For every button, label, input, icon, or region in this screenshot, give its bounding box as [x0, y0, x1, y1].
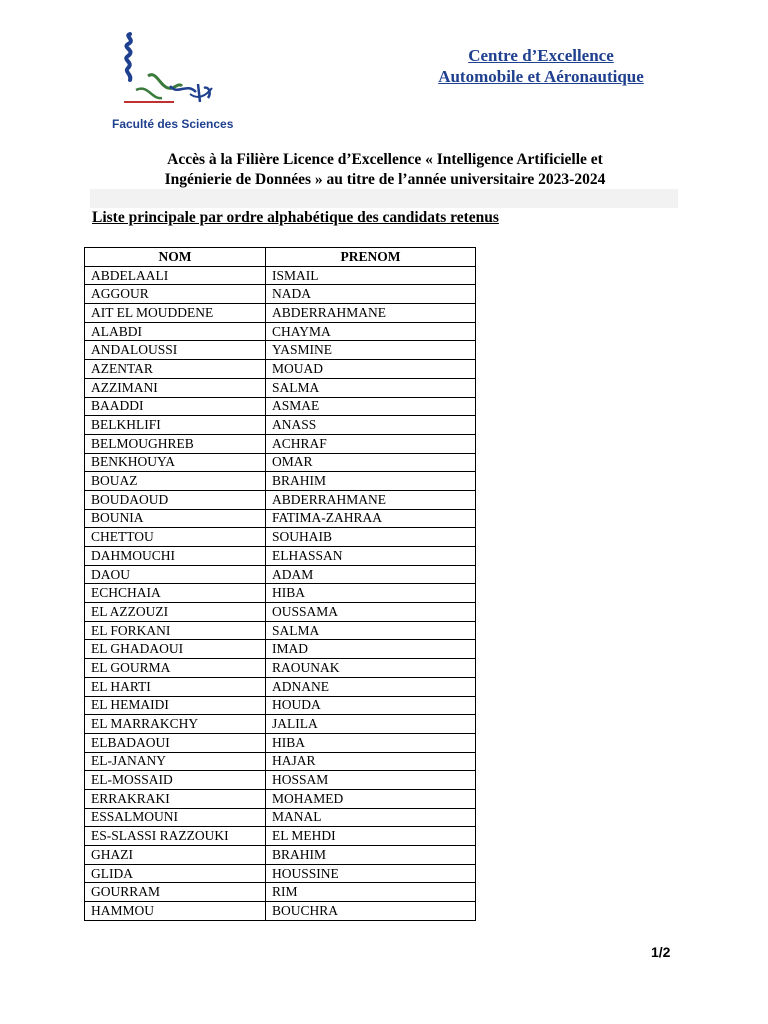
table-row	[85, 266, 476, 285]
cell-prenom: BOUCHRA	[266, 902, 476, 921]
table-body	[85, 266, 476, 920]
cell-prenom: IMAD	[266, 640, 476, 659]
cell-prenom: ADAM	[266, 565, 476, 584]
table-row	[85, 304, 476, 323]
page-number: 1/2	[651, 944, 671, 960]
cell-nom: DAOU	[85, 565, 266, 584]
cell-prenom: HOSSAM	[266, 771, 476, 790]
cell-prenom: ELHASSAN	[266, 547, 476, 566]
cell-prenom: YASMINE	[266, 341, 476, 360]
table-row	[85, 397, 476, 416]
cell-prenom: HAJAR	[266, 752, 476, 771]
cell-nom: EL-MOSSAID	[85, 771, 266, 790]
cell-nom: ALABDI	[85, 322, 266, 341]
table-row	[85, 453, 476, 472]
shaded-band	[90, 189, 678, 208]
cell-nom: BELKHLIFI	[85, 416, 266, 435]
cell-prenom: ASMAE	[266, 397, 476, 416]
list-subtitle: Liste principale par ordre alphabétique des candidats retenus	[92, 209, 499, 226]
cell-prenom: HIBA	[266, 584, 476, 603]
cell-prenom: HOUSSINE	[266, 864, 476, 883]
cell-nom: BOUDAOUD	[85, 490, 266, 509]
document-title-line2: Ingénierie de Données » au titre de l’année universitaire 2023-2024	[164, 171, 606, 188]
cell-nom: ESSALMOUNI	[85, 808, 266, 827]
cell-prenom: MOHAMED	[266, 789, 476, 808]
table-row	[85, 846, 476, 865]
cell-prenom: MOUAD	[266, 360, 476, 379]
table-row	[85, 509, 476, 528]
cell-nom: ABDELAALI	[85, 266, 266, 285]
center-name	[408, 45, 674, 87]
table-row	[85, 696, 476, 715]
cell-nom: EL HEMAIDI	[85, 696, 266, 715]
cell-prenom: EL MEHDI	[266, 827, 476, 846]
cell-nom: ERRAKRAKI	[85, 789, 266, 808]
cell-nom: HAMMOU	[85, 902, 266, 921]
table-row	[85, 322, 476, 341]
table-row	[85, 715, 476, 734]
cell-prenom: ISMAIL	[266, 266, 476, 285]
table-row	[85, 827, 476, 846]
cell-nom: AIT EL MOUDDENE	[85, 304, 266, 323]
cell-nom: ECHCHAIA	[85, 584, 266, 603]
candidates-table	[84, 247, 476, 921]
cell-nom: BOUAZ	[85, 472, 266, 491]
table-row	[85, 547, 476, 566]
cell-nom: BOUNIA	[85, 509, 266, 528]
table-row	[85, 640, 476, 659]
table-row	[85, 603, 476, 622]
center-name-line2: Automobile et Aéronautique	[438, 67, 644, 86]
cell-nom: AZENTAR	[85, 360, 266, 379]
cell-prenom: SALMA	[266, 378, 476, 397]
cell-prenom: ABDERRAHMANE	[266, 304, 476, 323]
center-name-line1: Centre d’Excellence	[468, 46, 614, 65]
cell-prenom: ACHRAF	[266, 434, 476, 453]
cell-nom: DAHMOUCHI	[85, 547, 266, 566]
cell-nom: EL HARTI	[85, 677, 266, 696]
header-nom: NOM	[85, 248, 266, 267]
cell-prenom: FATIMA-ZAHRAA	[266, 509, 476, 528]
cell-prenom: SOUHAIB	[266, 528, 476, 547]
cell-nom: ES-SLASSI RAZZOUKI	[85, 827, 266, 846]
table-row	[85, 733, 476, 752]
cell-nom: AZZIMANI	[85, 378, 266, 397]
cell-nom: BELMOUGHREB	[85, 434, 266, 453]
cell-prenom: BRAHIM	[266, 846, 476, 865]
table-row	[85, 677, 476, 696]
table-row	[85, 285, 476, 304]
table-row	[85, 808, 476, 827]
cell-nom: EL MARRAKCHY	[85, 715, 266, 734]
cell-prenom: BRAHIM	[266, 472, 476, 491]
cell-prenom: JALILA	[266, 715, 476, 734]
cell-prenom: MANAL	[266, 808, 476, 827]
table-row	[85, 752, 476, 771]
table-row	[85, 621, 476, 640]
table-row	[85, 771, 476, 790]
logo-caption: Faculté des Sciences	[112, 117, 234, 131]
cell-nom: EL FORKANI	[85, 621, 266, 640]
cell-nom: AGGOUR	[85, 285, 266, 304]
cell-nom: ELBADAOUI	[85, 733, 266, 752]
cell-prenom: RIM	[266, 883, 476, 902]
table-row	[85, 883, 476, 902]
table-header-row	[85, 248, 476, 267]
table-row	[85, 360, 476, 379]
cell-nom: EL GHADAOUI	[85, 640, 266, 659]
cell-nom: GLIDA	[85, 864, 266, 883]
table-row	[85, 584, 476, 603]
cell-prenom: SALMA	[266, 621, 476, 640]
cell-prenom: NADA	[266, 285, 476, 304]
table-row	[85, 902, 476, 921]
cell-prenom: HIBA	[266, 733, 476, 752]
cell-nom: GOURRAM	[85, 883, 266, 902]
cell-prenom: OUSSAMA	[266, 603, 476, 622]
header-prenom: PRENOM	[266, 248, 476, 267]
document-title	[92, 150, 678, 190]
cell-nom: EL AZZOUZI	[85, 603, 266, 622]
cell-prenom: ADNANE	[266, 677, 476, 696]
table-row	[85, 341, 476, 360]
table-row	[85, 416, 476, 435]
table-row	[85, 434, 476, 453]
cell-prenom: OMAR	[266, 453, 476, 472]
cell-nom: BAADDI	[85, 397, 266, 416]
table-row	[85, 378, 476, 397]
table-row	[85, 472, 476, 491]
cell-nom: EL-JANANY	[85, 752, 266, 771]
cell-prenom: RAOUNAK	[266, 659, 476, 678]
table-row	[85, 490, 476, 509]
document-title-line1: Accès à la Filière Licence d’Excellence « Intelligence Artificielle et	[167, 151, 603, 168]
table-row	[85, 528, 476, 547]
cell-nom: EL GOURMA	[85, 659, 266, 678]
cell-nom: ANDALOUSSI	[85, 341, 266, 360]
table-row	[85, 789, 476, 808]
cell-nom: CHETTOU	[85, 528, 266, 547]
cell-prenom: HOUDA	[266, 696, 476, 715]
cell-nom: GHAZI	[85, 846, 266, 865]
cell-prenom: ANASS	[266, 416, 476, 435]
cell-nom: BENKHOUYA	[85, 453, 266, 472]
table-row	[85, 565, 476, 584]
cell-prenom: ABDERRAHMANE	[266, 490, 476, 509]
cell-prenom: CHAYMA	[266, 322, 476, 341]
table-row	[85, 659, 476, 678]
table-row	[85, 864, 476, 883]
